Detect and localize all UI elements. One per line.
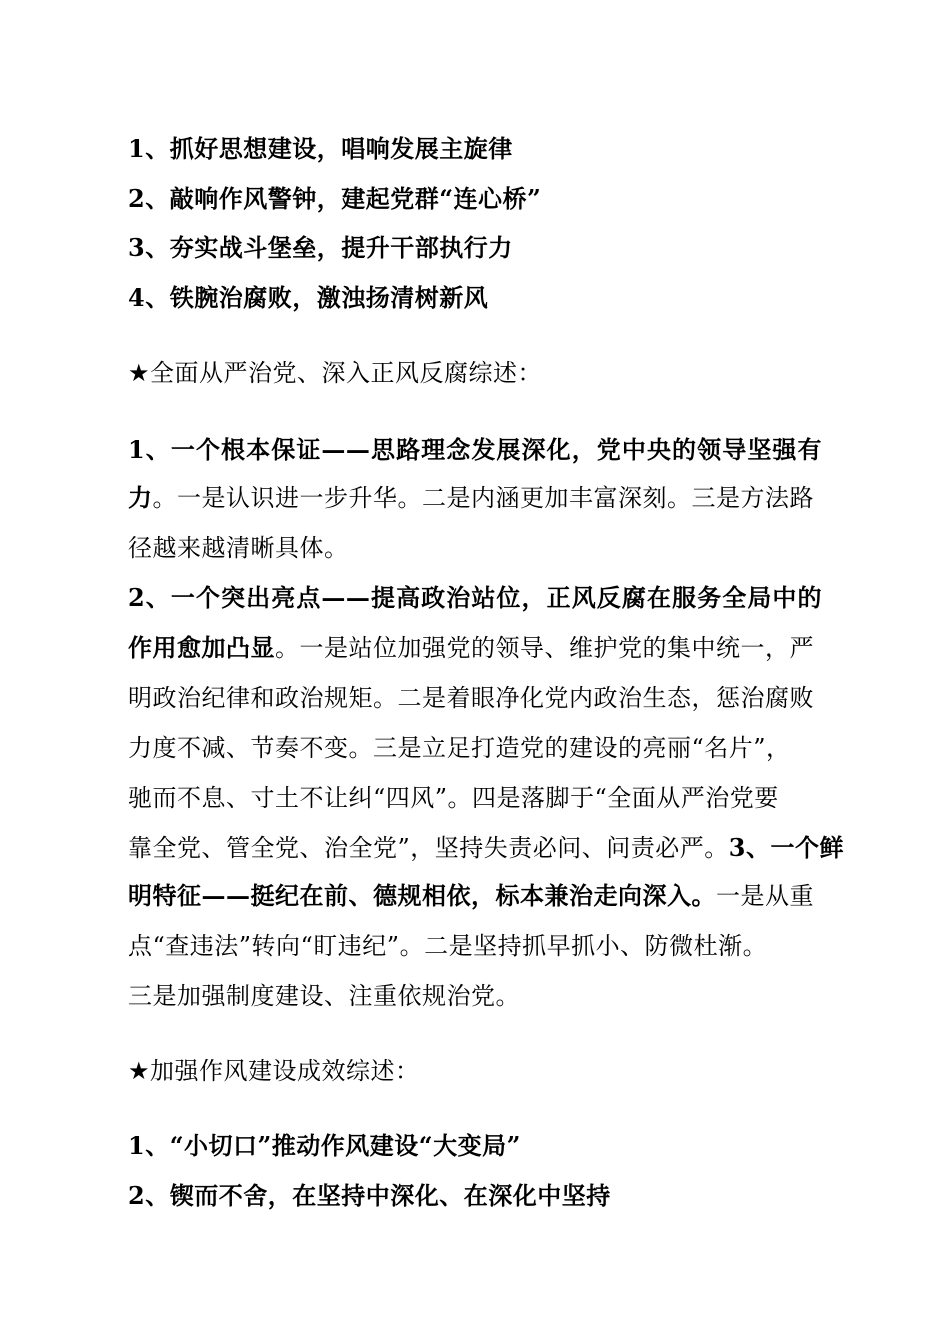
section-heading: ★加强作风建设成效综述： xyxy=(128,1057,420,1085)
bold-text: 作用愈加凸显 xyxy=(128,633,275,662)
paragraph-line: 径越来越清晰具体。 xyxy=(128,534,349,562)
paragraph-line xyxy=(128,832,844,864)
bold-text: 明特征——挺纪在前、德规相依，标本兼治走向深入。 xyxy=(128,881,716,910)
bold-text: 3、一个鲜 xyxy=(728,833,844,862)
list-item: 3、夯实战斗堡垒，提升干部执行力 xyxy=(128,233,513,262)
paragraph-line xyxy=(128,632,814,664)
bold-text: 1、一个根本保证——思路理念发展深化，党中央的领导坚强有 xyxy=(128,435,822,464)
paragraph-line xyxy=(128,434,822,466)
list-item: 1、抓好思想建设，唱响发展主旋律 xyxy=(128,134,513,163)
list-item: 4、铁腕治腐败，激浊扬清树新风 xyxy=(128,283,489,312)
paragraph-line xyxy=(128,880,814,912)
list-item: 2、敲响作风警钟，建起党群“连心桥” xyxy=(128,184,542,213)
paragraph-line: 驰而不息、寸土不让纠“四风”。四是落脚于“全面从严治党要 xyxy=(128,784,779,812)
section-heading: ★全面从严治党、深入正风反腐综述： xyxy=(128,359,543,387)
bold-text: 2、一个突出亮点——提高政治站位，正风反腐在服务全局中的 xyxy=(128,583,822,612)
body-text: 。一是站位加强党的领导、维护党的集中统一，严 xyxy=(275,634,814,662)
paragraph-line: 力度不减、节奏不变。三是立足打造党的建设的亮丽“名片”， xyxy=(128,734,791,762)
bold-text: 力 xyxy=(128,483,153,512)
paragraph-line: 三是加强制度建设、注重依规治党。 xyxy=(128,982,520,1010)
list-item: 1、“小切口”推动作风建设“大变局” xyxy=(128,1131,521,1160)
body-text: 一是从重 xyxy=(716,882,814,910)
paragraph-line xyxy=(128,582,822,614)
list-item: 2、锲而不舍，在坚持中深化、在深化中坚持 xyxy=(128,1181,611,1210)
body-text: 。一是认识进一步升华。二是内涵更加丰富深刻。三是方法路 xyxy=(152,484,814,512)
paragraph-line: 明政治纪律和政治规矩。二是着眼净化党内政治生态，惩治腐败 xyxy=(128,684,814,712)
paragraph-line xyxy=(128,482,814,514)
paragraph-line: 点“查违法”转向“盯违纪”。二是坚持抓早抓小、防微杜渐。 xyxy=(128,932,768,960)
body-text: 靠全党、管全党、治全党”，坚持失责必问、问责必严。 xyxy=(128,834,729,862)
